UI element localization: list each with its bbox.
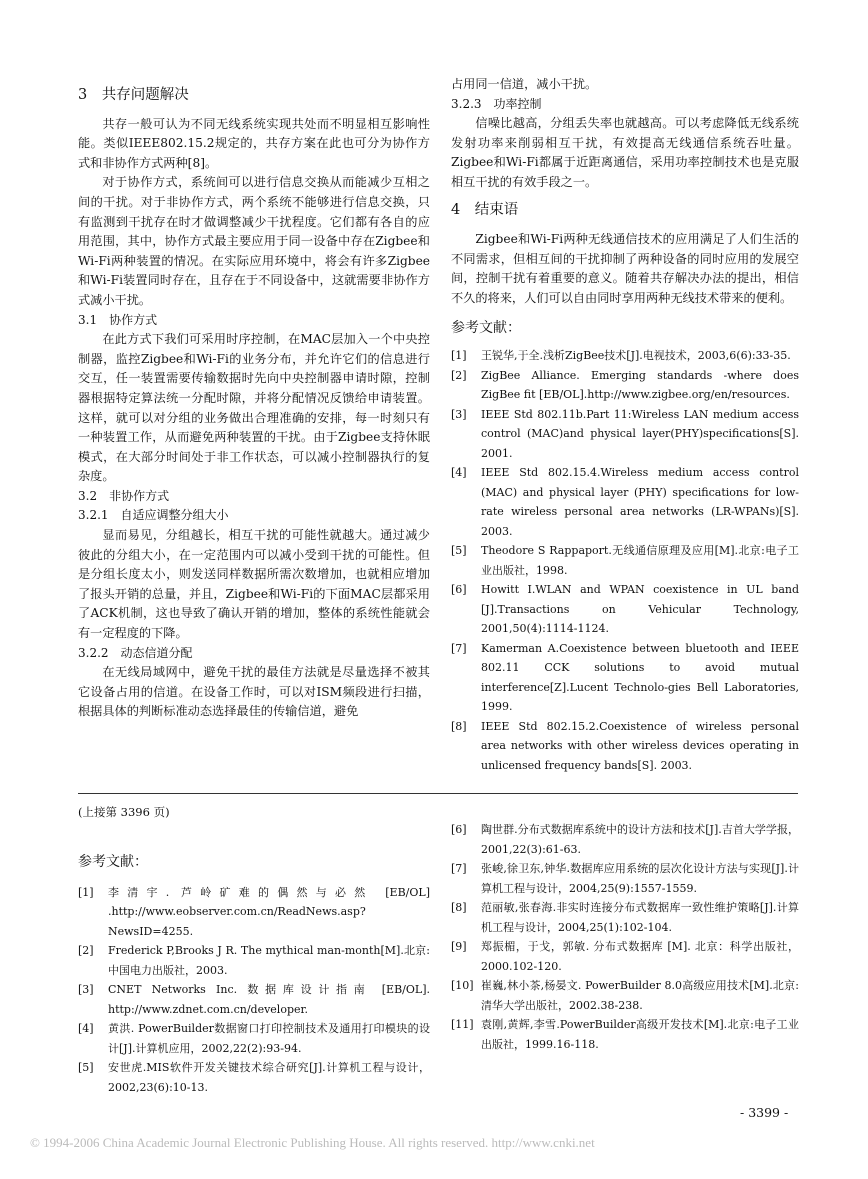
reference-text: Kamerman A.Coexistence between bluetooth and IEEE 802.11 CCK solutions to avoid mutual interference[Z].Lucent Technolo-gies Bell Laboratories, 1999. <box>481 641 799 714</box>
reference-number: [4] <box>451 466 467 480</box>
reference-number: [1] <box>451 349 467 363</box>
reference-item <box>451 346 799 366</box>
reference-list <box>451 346 799 775</box>
reference-item <box>451 366 799 405</box>
reference-number: [3] <box>451 407 467 421</box>
reference-text: 范丽敏,张春海.非实时连接分布式数据库一致性维护策略[J].计算机工程与设计，2004,25(1):102-104. <box>481 901 799 934</box>
reference-number: [2] <box>78 944 94 958</box>
paragraph: 占用同一信道，减小干扰。 <box>451 77 598 91</box>
reference-item <box>451 580 799 639</box>
reference-text: 崔巍,林小茶,杨晏文. PowerBuilder 8.0高级应用技术[M].北京:清华大学出版社，2002.38-238. <box>481 979 799 1012</box>
reference-text: 陶世群.分布式数据库系统中的设计方法和技术[J].吉首大学学报，2001,22(3):61-63. <box>481 823 799 856</box>
reference-item <box>451 820 799 859</box>
paragraph: 显而易见，分组越长，相互干扰的可能性就越大。通过减少彼此的分组大小，在一定范围内可以减小受到干扰的可能性。但是分组长度太小，则发送同样数据所需次数增加，也就相应增加了报头开销的总量，并且，Zigbee和Wi-Fi的下面MAC层都采用了ACK机制，这也导致了确认开销的增加，整体的系统性能就会有一定程度的下降。 <box>78 528 430 641</box>
section-3-1-heading: 3.1 协作方式 <box>78 312 158 327</box>
paragraph: 在无线局域网中，避免干扰的最佳方法就是尽量选择不被其它设备占用的信道。在设备工作时，可以对ISM频段进行扫描，根据具体的判断标准动态选择最佳的传输信道，避免 <box>78 665 430 719</box>
reference-text: 安世虎.MIS软件开发关键技术综合研究[J].计算机工程与设计，2002,23(6):10-13. <box>108 1061 430 1094</box>
reference-text: IEEE Std 802.11b.Part 11:Wireless LAN medium access control (MAC)and physical layer(PHY)specifications[S]. 2001. <box>481 407 799 460</box>
right-column <box>451 75 799 775</box>
reference-text: 王锐华,于全.浅析ZigBee技术[J].电视技术，2003,6(6):33-35. <box>481 349 791 363</box>
reference-item <box>451 541 799 580</box>
reference-item <box>78 941 430 980</box>
paragraph: Zigbee和Wi-Fi两种无线通信技术的应用满足了人们生活的不同需求，但相互间的干扰抑制了两种设备的同时应用的发展空间，控制干扰有着重要的意义。随着共存解决办法的提出，相信不久的将来，人们可以自由同时享用两种无线技术带来的便利。 <box>451 232 799 305</box>
reference-number: [7] <box>451 862 467 875</box>
section-3-2-2-heading: 3.2.2 动态信道分配 <box>78 645 193 660</box>
left-column <box>78 86 430 722</box>
reference-number: [5] <box>451 544 467 558</box>
reference-text: 黄洪. PowerBuilder数据窗口打印控制技术及通用打印模块的设计[J].计算机应用，2002,22(2):93-94. <box>108 1022 430 1055</box>
reference-number: [2] <box>451 368 467 382</box>
reference-item <box>78 1058 430 1097</box>
reference-number: [8] <box>451 719 467 733</box>
reference-text: Howitt I.WLAN and WPAN coexistence in UL band [J].Transactions on Vehicular Technology, 2001,50(4):1114-1124. <box>481 583 799 636</box>
reference-list <box>78 883 430 1098</box>
section-3-heading: 3 共存问题解决 <box>78 87 189 103</box>
reference-item <box>451 717 799 776</box>
bottom-right-references <box>451 820 799 1054</box>
section-3-2-3-heading: 3.2.3 功率控制 <box>451 96 542 111</box>
section-3-2-heading: 3.2 非协作方式 <box>78 488 170 503</box>
references-heading: 参考文献： <box>78 854 148 870</box>
reference-number: [4] <box>78 1022 94 1036</box>
reference-text: 袁刚,黄辉,李雪.PowerBuilder高级开发技术[M].北京:电子工业出版社，1999.16-118. <box>481 1018 799 1051</box>
reference-number: [6] <box>451 583 467 597</box>
reference-text: ZigBee Alliance. Emerging standards -where does ZigBee fit [EB/OL].http://www.zigbee.org/en/resources. <box>481 368 799 402</box>
reference-text: IEEE Std 802.15.4.Wireless medium access control (MAC) and physical layer (PHY) specifications for low-rate wireless personal area networks (LR-WPANs)[S]. 2003. <box>481 466 799 538</box>
reference-text: Theodore S Rappaport.无线通信原理及应用[M].北京:电子工业出版社，1998. <box>481 544 799 577</box>
reference-number: [3] <box>78 983 94 997</box>
reference-number: [9] <box>451 940 467 953</box>
continued-from-note: (上接第 3396 页) <box>78 805 170 819</box>
reference-text: CNET Networks Inc. 数据库设计指南 [EB/OL]. http://www.zdnet.com.cn/developer. <box>108 983 430 1016</box>
paragraph: 在此方式下我们可采用时序控制，在MAC层加入一个中央控制器，监控Zigbee和Wi-Fi的业务分布，并允许它们的信息进行交互，任一装置需要传输数据时先向中央控制器申请时隙，控制器根据特定算法统一分配时隙，并将分配情况反馈给申请装置。这样，就可以对分组的业务做出合理准确的安排，每一时刻只有一种装置工作，从而避免两种装置的干扰。由于Zigbee支持休眠模式，在大部分时间处于非工作状态，可以减小控制器执行的复杂度。 <box>78 332 430 484</box>
reference-item <box>451 639 799 717</box>
reference-number: [8] <box>451 901 467 914</box>
reference-number: [1] <box>78 885 94 899</box>
reference-number: [11] <box>451 1018 474 1031</box>
reference-text: Frederick P,Brooks J R. The mythical man-month[M].北京:中国电力出版社，2003. <box>108 944 430 977</box>
reference-number: [10] <box>451 979 474 992</box>
page-number: - 3399 - <box>740 1105 789 1120</box>
reference-item <box>451 859 799 898</box>
reference-item <box>451 937 799 976</box>
reference-text: 李清宇. 芦岭矿难的偶然与必然 [EB/OL] .http://www.eobserver.com.cn/ReadNews.asp? NewsID=4255. <box>108 885 430 938</box>
reference-item <box>78 980 430 1019</box>
reference-text: 郑振楣，于戈，郭敏. 分布式数据库 [M]. 北京：科学出版社，2000.102-120. <box>481 940 799 973</box>
paragraph: 对于协作方式，系统间可以进行信息交换从而能减少互相之间的干扰。对于非协作方式，两个系统不能够进行信息交换，只有监测到干扰存在时才做调整减少干扰程度。它们都有各自的应用范围，其中，协作方式最主要应用于同一设备中存在Zigbee和Wi-Fi两种装置的情况。在实际应用环境中，将会有许多Zigbee和Wi-Fi装置同时存在，且存在于不同设备中，这就需要非协作方式减小干扰。 <box>78 175 430 307</box>
reference-number: [5] <box>78 1061 94 1075</box>
reference-number: [6] <box>451 823 467 836</box>
paragraph: 信噪比越高，分组丢失率也就越高。可以考虑降低无线系统发射功率来削弱相互干扰，有效提高无线通信系统吞吐量。Zigbee和Wi-Fi都属于近距离通信，采用功率控制技术也是克服相互干扰的有效手段之一。 <box>451 116 799 189</box>
paragraph: 共存一般可认为不同无线系统实现共处而不明显相互影响性能。类似IEEE802.15.2规定的，共存方案在此也可分为协作方式和非协作方式两种[8]。 <box>78 116 430 170</box>
section-divider <box>78 793 798 794</box>
reference-item <box>451 405 799 464</box>
reference-item <box>451 976 799 1015</box>
reference-item <box>78 883 430 942</box>
section-3-2-1-heading: 3.2.1 自适应调整分组大小 <box>78 508 229 523</box>
reference-text: 张峻,徐卫东,钟华.数据库应用系统的层次化设计方法与实现[J].计算机工程与设计，2004,25(9):1557-1559. <box>481 862 799 895</box>
reference-number: [7] <box>451 641 467 655</box>
reference-item <box>451 898 799 937</box>
copyright-watermark: © 1994-2006 China Academic Journal Electronic Publishing House. All rights reserved. http://www.cnki.net <box>30 1135 595 1150</box>
reference-item <box>451 1015 799 1054</box>
reference-text: IEEE Std 802.15.2.Coexistence of wireless personal area networks with other wireless devices operating in unlicensed frequency bands[S]. 2003. <box>481 719 799 772</box>
reference-item <box>451 463 799 541</box>
bottom-left-references <box>78 853 430 1097</box>
references-heading: 参考文献： <box>451 319 521 336</box>
section-4-heading: 4 结束语 <box>451 201 519 218</box>
reference-item <box>78 1019 430 1058</box>
reference-list <box>451 820 799 1054</box>
